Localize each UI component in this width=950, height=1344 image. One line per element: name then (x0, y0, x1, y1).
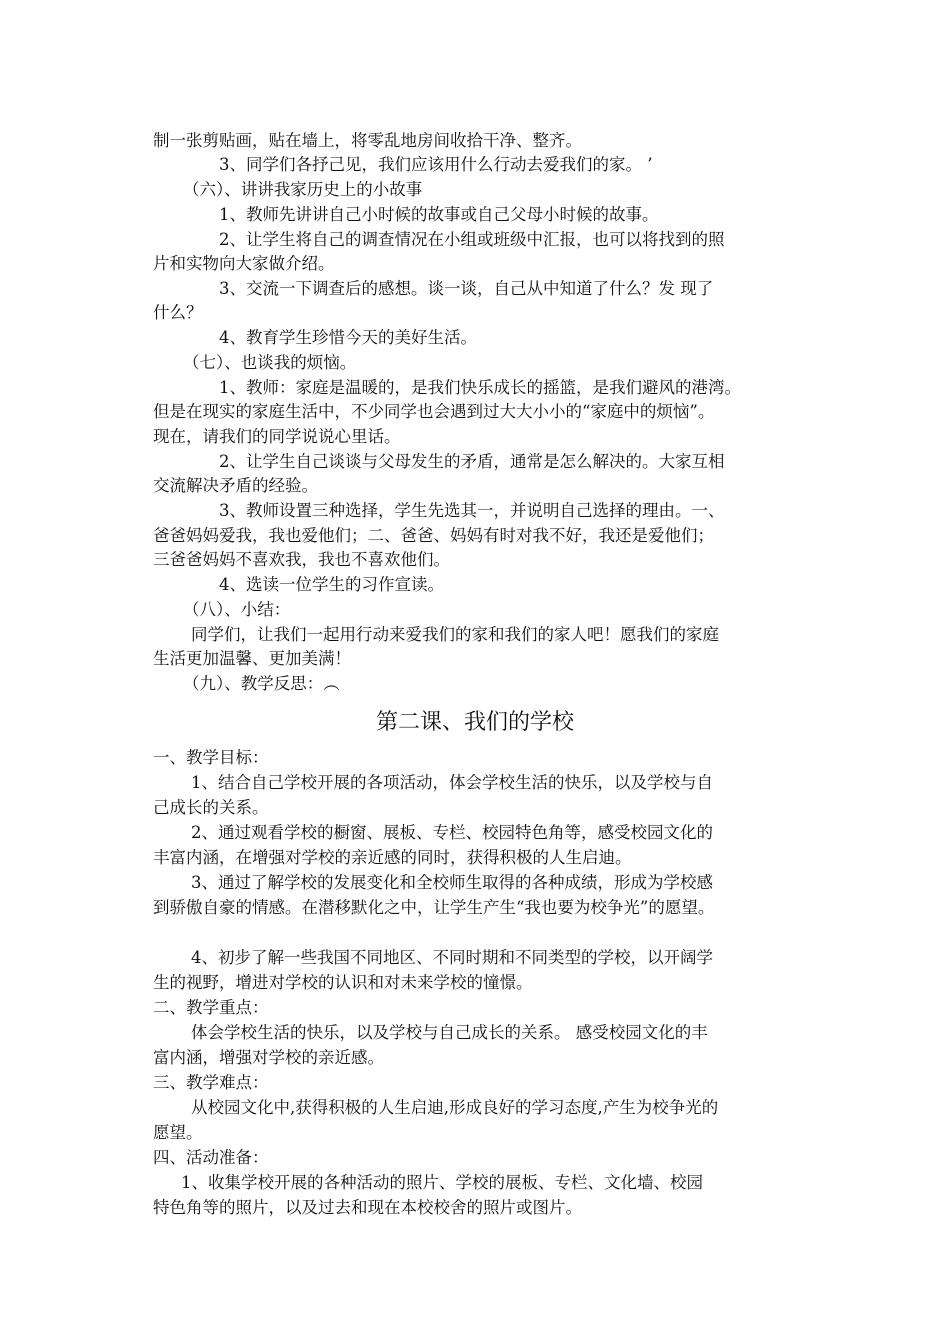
text-line-l37: 三、教学难点： (153, 1073, 269, 1092)
text-line-l08: 什么？ (153, 303, 203, 322)
text-line-l07: 3、交流一下调查后的感想。谈一谈，自己从中知道了什么？发 现了 (219, 279, 714, 298)
text-line-l33: 生的视野，增进对学校的认识和对未来学校的憧憬。 (153, 973, 533, 992)
text-line-l13: 现在，请我们的同学说说心里话。 (153, 427, 401, 446)
text-line-l35: 体会学校生活的快乐，以及学校与自己成长的关系。 感受校园文化的丰 (191, 1023, 708, 1042)
text-line-l14: 2、让学生自己谈谈与父母发生的矛盾，通常是怎么解决的。大家互相 (219, 452, 725, 471)
text-line-l20: （八）、小结： (183, 600, 291, 619)
text-line-l36: 富内涵，增强对学校的亲近感。 (153, 1048, 384, 1067)
text-line-l06: 片和实物向大家做介绍。 (153, 254, 335, 273)
text-line-l17: 爸爸妈妈爱我，我也爱他们；二、爸爸、妈妈有时对我不好，我还是爱他们； (153, 526, 714, 545)
text-line-l31: 到骄傲自豪的情感。在潜移默化之中，让学生产生“我也要为校争光”的愿望。 (153, 898, 715, 917)
text-line-l04: 1、教师先讲讲自己小时候的故事或自己父母小时候的故事。 (219, 205, 659, 224)
text-line-l32: 4、初步了解一些我国不同地区、不同时期和不同类型的学校，以开阔学 (191, 948, 713, 967)
text-line-l22: 生活更加温馨、更加美满！ (153, 649, 351, 668)
text-line-l09: 4、教育学生珍惜今天的美好生活。 (219, 328, 477, 347)
text-line-l41: 1、收集学校开展的各种活动的照片、学校的展板、专栏、文化墙、校园 (181, 1173, 703, 1192)
text-line-l01: 制一张剪贴画，贴在墙上，将零乱地房间收拾干净、整齐。 (153, 131, 582, 150)
text-line-l02: 3、同学们各抒己见，我们应该用什么行动去爱我们的家。 ’ (219, 155, 653, 174)
text-line-l40: 四、活动准备： (153, 1148, 269, 1167)
text-line-l12: 但是在现实的家庭生活中，不少同学也会遇到过大大小小的“家庭中的烦恼”。 (153, 402, 715, 421)
text-line-l34: 二、教学重点： (153, 998, 269, 1017)
text-line-l10: （七）、也谈我的烦恼。 (183, 353, 357, 372)
text-line-l29: 丰富内涵，在增强对学校的亲近感的同时，获得积极的人生启迪。 (153, 848, 632, 867)
text-line-l18: 三爸爸妈妈不喜欢我，我也不喜欢他们。 (153, 550, 450, 569)
text-line-l38: 从校园文化中,获得积极的人生启迪,形成良好的学习态度,产生为校争光的 (191, 1098, 719, 1117)
text-line-l15: 交流解决矛盾的经验。 (153, 476, 318, 495)
text-line-l42: 特色角等的照片，以及过去和现在本校校舍的照片或图片。 (153, 1198, 582, 1217)
text-line-l05: 2、让学生将自己的调查情况在小组或班级中汇报，也可以将找到的照 (219, 230, 725, 249)
text-line-l23: （九）、教学反思：︵ (183, 674, 340, 693)
text-line-l19: 4、选读一位学生的习作宣读。 (219, 575, 444, 594)
text-line-l03: （六）、讲讲我家历史上的小故事 (183, 180, 423, 199)
text-line-l25: 一、教学目标： (153, 748, 269, 767)
text-line-l16: 3、教师设置三种选择，学生先选其一，并说明自己选择的理由。一、 (219, 501, 725, 520)
text-line-l11: 1、教师：家庭是温暖的，是我们快乐成长的摇篮，是我们避风的港湾。 (219, 378, 741, 397)
text-line-l26: 1、结合自己学校开展的各项活动，体会学校生活的快乐，以及学校与自 (191, 773, 713, 792)
text-line-l27: 己成长的关系。 (153, 798, 269, 817)
text-line-l30: 3、通过了解学校的发展变化和全校师生取得的各种成绩，形成为学校感 (191, 873, 713, 892)
text-line-l39: 愿望。 (153, 1123, 203, 1142)
lesson-title: 第二课、我们的学校 (375, 710, 574, 735)
text-line-l21: 同学们，让我们一起用行动来爱我们的家和我们的家人吧！愿我们的家庭 (191, 625, 719, 644)
text-line-l28: 2、通过观看学校的橱窗、展板、专栏、校园特色角等，感受校园文化的 (191, 823, 713, 842)
